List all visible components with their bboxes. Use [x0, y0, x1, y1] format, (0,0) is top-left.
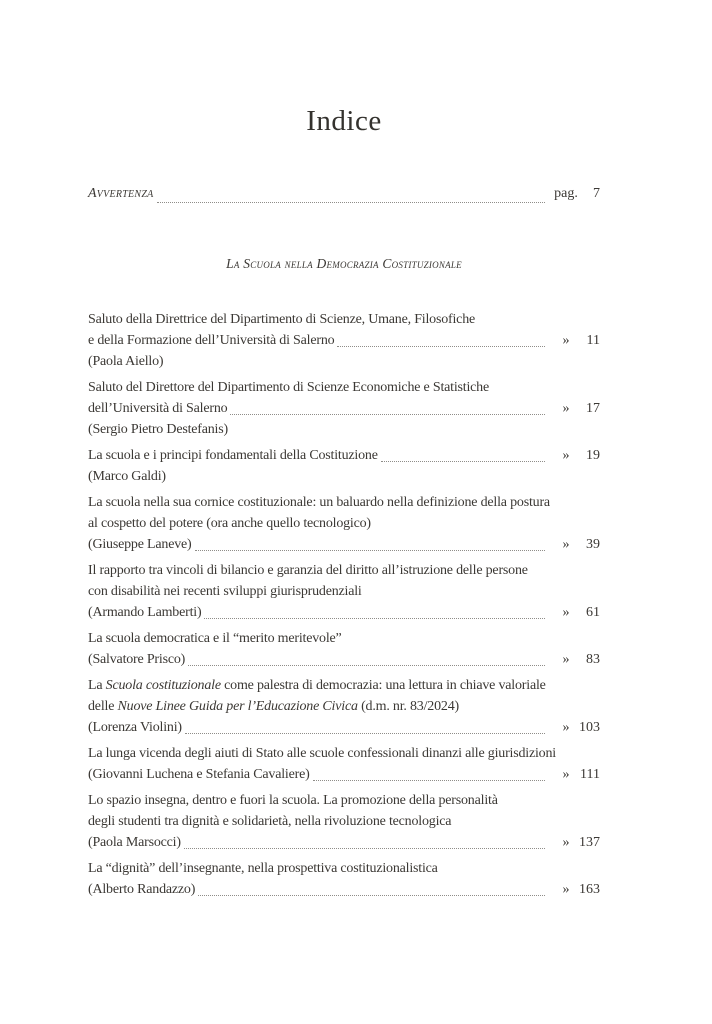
- page-number: 17: [586, 401, 600, 416]
- toc-entry-line: [88, 351, 600, 372]
- entry-line-text: La scuola e i principi fondamentali della Costituzione: [88, 448, 378, 463]
- page-number: 7: [593, 186, 600, 201]
- avvertenza-row: [88, 186, 600, 207]
- toc-entry-line: [88, 675, 600, 696]
- toc-entry-line: [88, 466, 600, 487]
- entry-line-text: dell’Università di Salerno: [88, 401, 228, 416]
- toc-entry: [88, 309, 600, 372]
- page-abbreviation-label: pag.: [554, 186, 578, 201]
- toc-entry-line: [88, 832, 600, 853]
- toc-entry: [88, 560, 600, 623]
- entry-pageref: [553, 764, 600, 785]
- ditto-mark: »: [562, 537, 570, 552]
- entry-pageref: [553, 398, 600, 419]
- toc-entry-line: [88, 811, 600, 832]
- ditto-mark: »: [562, 835, 570, 850]
- toc-entry: [88, 377, 600, 440]
- page-number: 39: [586, 537, 600, 552]
- page-number: 111: [580, 767, 600, 782]
- dot-leader: [230, 414, 545, 415]
- entry-pageref: [553, 534, 600, 555]
- toc-entry-line: [88, 858, 600, 879]
- entry-pageref: [553, 445, 600, 466]
- toc-entry-line: [88, 602, 600, 623]
- entry-line-text: (Armando Lamberti): [88, 605, 202, 620]
- entry-line-text: (Paola Aiello): [88, 354, 164, 369]
- toc-entry-line: [88, 790, 600, 811]
- entry-line-text: e della Formazione dell’Università di Salerno: [88, 333, 335, 348]
- toc-entry-line: [88, 696, 600, 717]
- toc-entries: [88, 309, 600, 900]
- dot-leader: [313, 780, 545, 781]
- page-number: 61: [586, 605, 600, 620]
- entry-line-text: (Alberto Randazzo): [88, 882, 196, 897]
- dot-leader: [337, 346, 545, 347]
- toc-content: [88, 0, 600, 905]
- entry-line-text: La lunga vicenda degli aiuti di Stato alle scuole confessionali dinanzi alle giurisdizioni: [88, 746, 556, 761]
- toc-entry: [88, 743, 600, 785]
- toc-entry-line: [88, 398, 600, 419]
- entry-line-text: La scuola nella sua cornice costituzionale: un baluardo nella definizione della postura: [88, 495, 550, 510]
- toc-entry: [88, 628, 600, 670]
- toc-entry-line: [88, 445, 600, 466]
- toc-entry-line: [88, 581, 600, 602]
- entry-pageref: [553, 602, 600, 623]
- entry-line-text: (Giuseppe Laneve): [88, 537, 192, 552]
- entry-line-text: La “dignità” dell’insegnante, nella prospettiva costituzionalistica: [88, 861, 438, 876]
- ditto-mark: »: [562, 605, 570, 620]
- entry-line-text: delle Nuove Linee Guida per l’Educazione Civica (d.m. nr. 83/2024): [88, 699, 459, 714]
- toc-entry-line: [88, 309, 600, 330]
- dot-leader: [204, 618, 545, 619]
- toc-entry-line: [88, 649, 600, 670]
- entry-line-text: (Sergio Pietro Destefanis): [88, 422, 228, 437]
- dot-leader: [184, 848, 545, 849]
- toc-entry: [88, 492, 600, 555]
- dot-leader: [381, 461, 545, 462]
- page-number: 19: [586, 448, 600, 463]
- toc-entry-line: [88, 628, 600, 649]
- page-number: 137: [579, 835, 600, 850]
- toc-entry-line: [88, 560, 600, 581]
- entry-line-text: Lo spazio insegna, dentro e fuori la scuola. La promozione della personalità: [88, 793, 498, 808]
- toc-entry: [88, 790, 600, 853]
- dot-leader: [185, 733, 545, 734]
- entry-pageref: [553, 832, 600, 853]
- page-number: 163: [579, 882, 600, 897]
- dot-leader: [157, 202, 546, 203]
- toc-entry: [88, 858, 600, 900]
- entry-line-text: (Giovanni Luchena e Stefania Cavaliere): [88, 767, 310, 782]
- toc-entry-line: [88, 717, 600, 738]
- ditto-mark: »: [562, 882, 570, 897]
- toc-entry-line: [88, 419, 600, 440]
- toc-entry: [88, 445, 600, 487]
- toc-entry-line: [88, 492, 600, 513]
- page-title: Indice: [306, 105, 382, 137]
- entry-line-text: (Lorenza Violini): [88, 720, 182, 735]
- ditto-mark: »: [562, 652, 570, 667]
- ditto-mark: »: [562, 333, 570, 348]
- ditto-mark: »: [562, 767, 570, 782]
- dot-leader: [198, 895, 545, 896]
- entry-pageref: [553, 717, 600, 738]
- entry-line-text: La Scuola costituzionale come palestra di democrazia: una lettura in chiave valoriale: [88, 678, 546, 693]
- entry-pageref: [553, 879, 600, 900]
- toc-entry-line: [88, 879, 600, 900]
- page-number: 83: [586, 652, 600, 667]
- entry-line-text: Saluto della Direttrice del Dipartimento di Scienze, Umane, Filosofiche: [88, 312, 476, 327]
- toc-entry: [88, 675, 600, 738]
- toc-entry-line: [88, 513, 600, 534]
- entry-line-text: (Marco Galdi): [88, 469, 166, 484]
- section-heading: La Scuola nella Democrazia Costituzionale: [226, 256, 462, 271]
- entry-line-text: (Paola Marsocci): [88, 835, 181, 850]
- toc-entry-line: [88, 330, 600, 351]
- entry-line-text: al cospetto del potere (ora anche quello tecnologico): [88, 516, 371, 531]
- toc-entry-line: [88, 534, 600, 555]
- ditto-mark: »: [562, 720, 570, 735]
- dot-leader: [188, 665, 545, 666]
- avvertenza-label: Avvertenza: [88, 186, 154, 201]
- page-number: 11: [586, 333, 600, 348]
- toc-entry-line: [88, 764, 600, 785]
- entry-line-text: (Salvatore Prisco): [88, 652, 186, 667]
- toc-entry-line: [88, 743, 600, 764]
- entry-line-text: degli studenti tra dignità e solidarietà, nella rivoluzione tecnologica: [88, 814, 452, 829]
- ditto-mark: »: [562, 401, 570, 416]
- avvertenza-pageref: [553, 186, 600, 202]
- entry-pageref: [553, 649, 600, 670]
- dot-leader: [195, 550, 546, 551]
- entry-pageref: [553, 330, 600, 351]
- toc-entry-line: [88, 377, 600, 398]
- entry-line-text: La scuola democratica e il “merito meritevole”: [88, 631, 342, 646]
- entry-line-text: Saluto del Direttore del Dipartimento di Scienze Economiche e Statistiche: [88, 380, 489, 395]
- entry-line-text: con disabilità nei recenti sviluppi giurisprudenziali: [88, 584, 362, 599]
- page-number: 103: [579, 720, 600, 735]
- entry-line-text: Il rapporto tra vincoli di bilancio e garanzia del diritto all’istruzione delle persone: [88, 563, 528, 578]
- ditto-mark: »: [562, 448, 570, 463]
